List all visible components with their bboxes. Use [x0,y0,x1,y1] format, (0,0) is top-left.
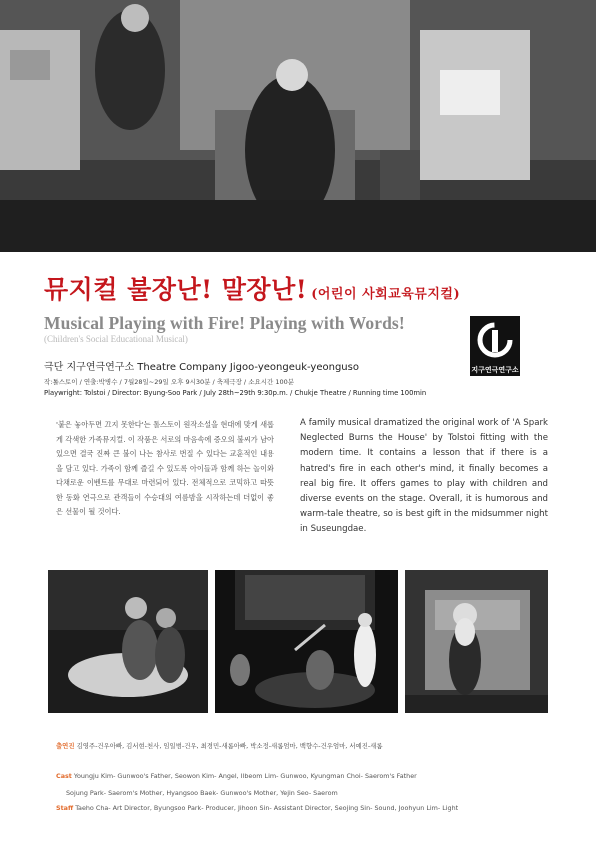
cast-korean [56,741,383,750]
cast-english [56,772,417,780]
company-name: 극단 지구연극연구소 Theatre Company Jigoo-yeongeuk-yeonguso [44,362,359,373]
theatre-logo-icon [470,316,520,366]
logo-caption: 지구연극연구소 [471,366,519,374]
title-korean: 뮤지컬 불장난! 말장난! (어린이 사회교육뮤지컬) [44,275,461,304]
staff-label: Staff [56,804,74,812]
credits-english: Playwright: Tolstoi / Director: Byung-Soo Park / July 28th~29th 9:30p.m. / Chukje Theatre / Running time 100min [44,389,427,397]
staff-credits [56,804,458,812]
scene-photo-2 [215,570,398,713]
title-english-subtitle: (Children's Social Educational Musical) [44,334,188,344]
scene-photo-3 [405,570,548,713]
staff-text: Taeho Cha- Art Director, Byungsoo Park- Producer, Jihoon Sin- Assistant Director, Seojing Sin- Sound, Joohyun Lim- Light [73,804,459,812]
cast-english-line2: Sojung Park- Saerom's Mother, Hyangsoo Baek- Gunwoo's Mother, Yejin Seo- Saerom [66,789,338,797]
cast-english-line1: Youngju Kim- Gunwoo's Father, Seowon Kim- Angel, Ilbeom Lim- Gunwoo, Kyungman Choi- Saerom's Father [71,772,417,780]
scene-photo-1 [48,570,208,713]
title-english: Musical Playing with Fire! Playing with Words! [44,313,405,333]
hero-stage-photo [0,0,596,252]
description-korean: '붙은 놓아두면 끄지 못한다'는 톨스토이 원작소설을 현대에 맞게 새롭게 각색한 가족뮤지컬. 이 작품은 서로의 마음속에 증오의 불씨가 남아 있으면 결국 진짜 큰 불이 나는 참사로 번질 수 있다는 교훈적인 내용을 담고 있다. 가족이 함께 즐길 수 있도록 아이들과 함께 하는 놀이와 다채로운 이벤트를 무대로 마련되어 있다. 전체적으로 코믹하고 따뜻한 동화 연극으로 관객들이 수승대의 여름밤을 시작하는데 더없이 좋은 선물이 될 것이다. [56,420,274,516]
description-english: A family musical dramatized the original work of 'A Spark Neglected Burns the House' by Tolstoi fitting with the modern time. It contains a lesson that if there is a hatred's fire in each other's mind, it finally becomes a real big fire. It offers games to play with children and diverse events on the stage. Overall, it is humorous and warm-tale theatre, so is best gift in the midsummer night in Suseungdae. [300,418,548,535]
title-korean-subtitle: (어린이 사회교육뮤지컬) [311,287,461,302]
cast-korean-label: 출연진 [56,742,75,750]
credits-korean: 작:톨스토이 / 연출:박병수 / 7월28일~29일 오후 9시30분 / 축제극장 / 소요시간 100분 [44,378,295,386]
cast-korean-text: 김영주-건우아빠, 김서현-천사, 임일범-건우, 최경민-새롬아빠, 박소정-새롬엄마, 백향수-건우엄마, 서예진-새롬 [74,742,383,750]
cast-english-label: Cast [56,772,72,780]
